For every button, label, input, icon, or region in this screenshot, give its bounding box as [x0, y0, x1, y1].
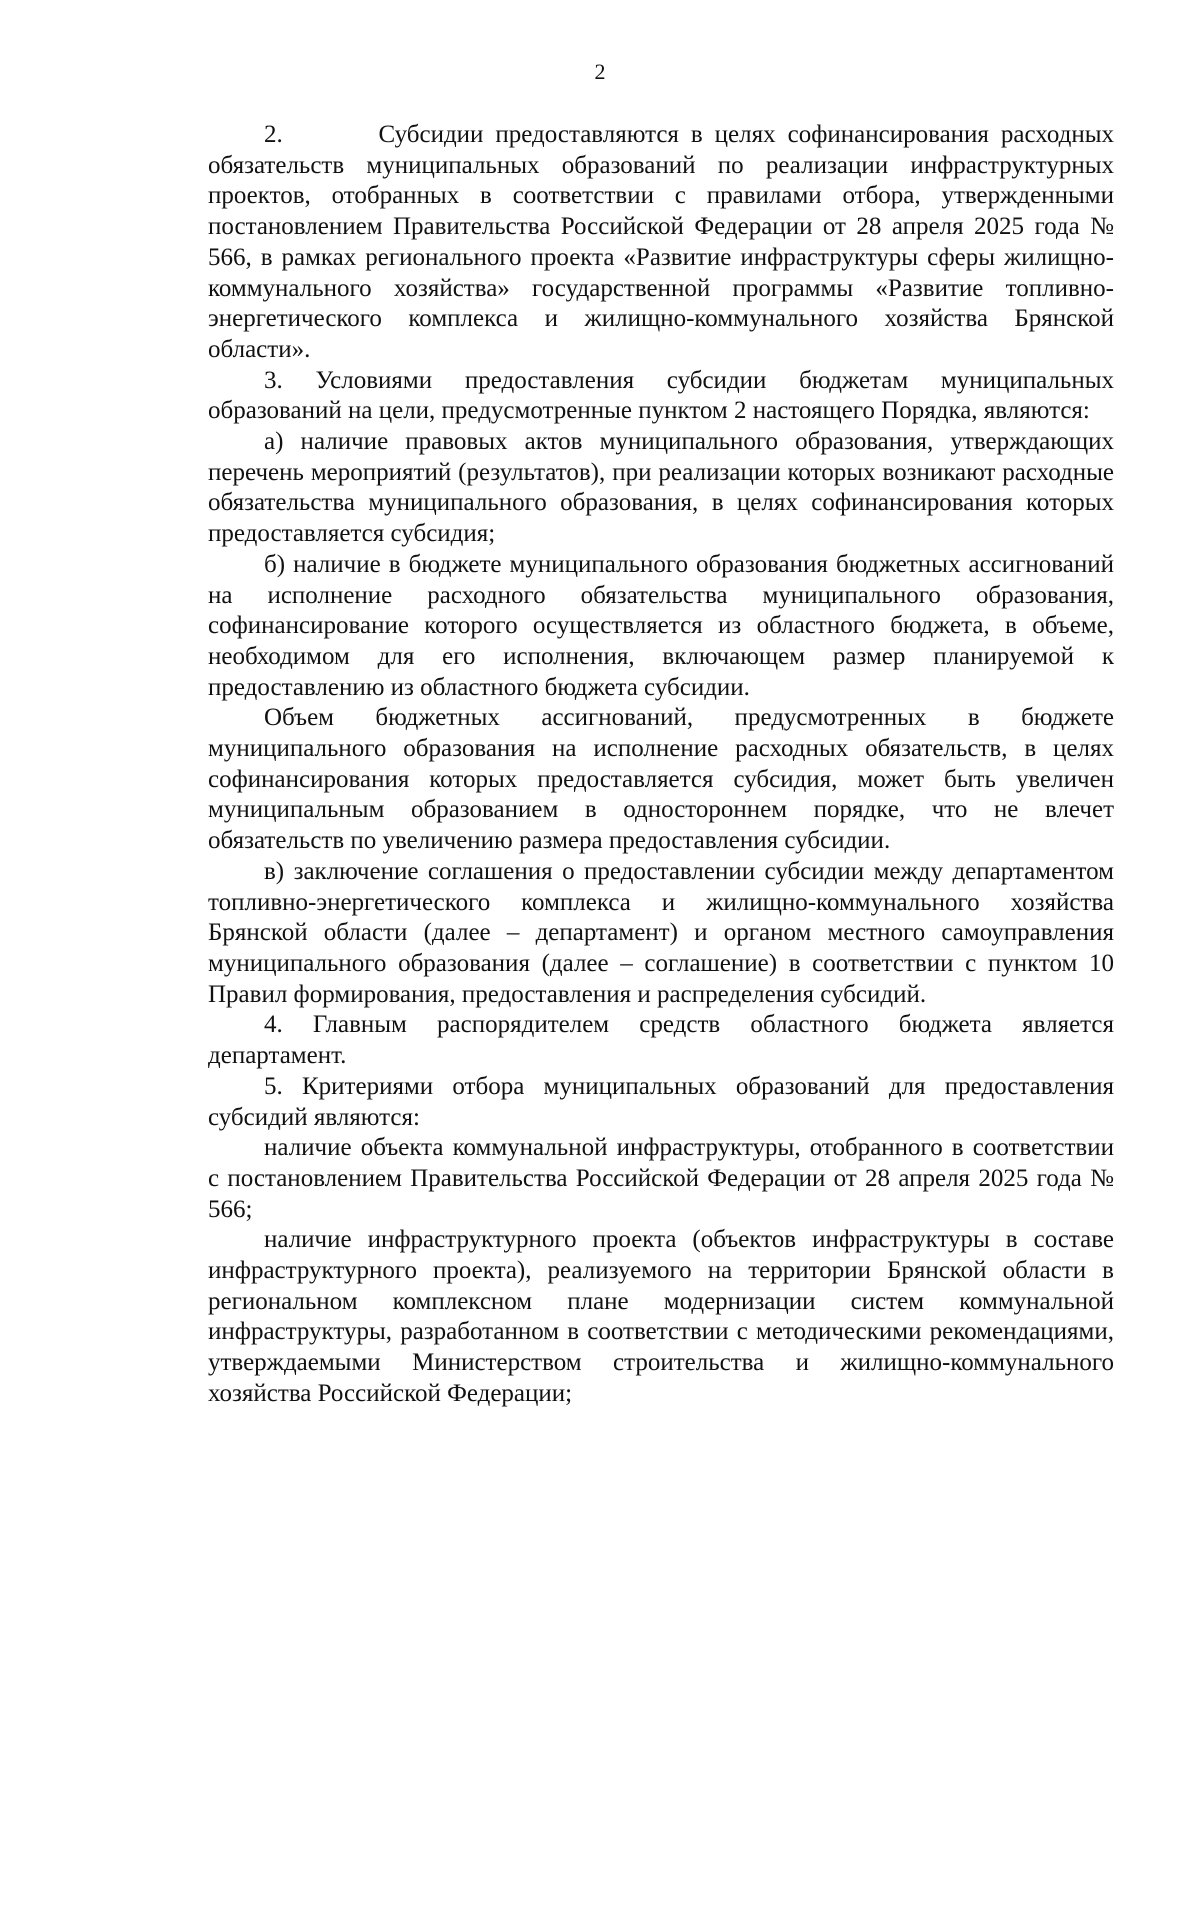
page-number: 2 — [594, 59, 606, 84]
paragraph-budget-volume: Объем бюджетных ассигнований, предусмотренных в бюджете муниципального образования на исполнение расходных обязательств, в целях софинансирования которых предоставляется субсидия, может быть увеличен муниципальным образованием в одностороннем порядке, что не влечет обязательств по увеличению размера предоставления субсидии. — [208, 704, 1114, 855]
paragraph-item-3: 3. Условиями предоставления субсидии бюджетам муниципальных образований на цели, предусмотренные пунктом 2 настоящего Порядка, являются: — [208, 366, 1114, 425]
paragraph-criterion-1: наличие объекта коммунальной инфраструктуры, отобранного в соответствии с постановлением Правительства Российской Федерации от 28 апреля 2025 года № 566; — [208, 1134, 1114, 1223]
paragraph-subitem-v: в) заключение соглашения о предоставлении субсидии между департаментом топливно-энергетического комплекса и жилищно-коммунального хозяйства Брянской области (далее – департамент) и органом местного самоуправления муниципального образования (далее – соглашение) в соответствии с пунктом 10 Правил формирования, предоставления и распределения субсидий. — [208, 857, 1114, 1008]
paragraph-subitem-b: б) наличие в бюджете муниципального образования бюджетных ассигнований на исполнение расходного обязательства муниципального образования, софинансирование которого осуществляется из областного бюджета, в объеме, необходимом для его исполнения, включающем размер планируемой к предоставлению из областного бюджета субсидии. — [208, 550, 1114, 701]
paragraph-criterion-2: наличие инфраструктурного проекта (объектов инфраструктуры в составе инфраструктурного проекта), реализуемого на территории Брянской области в региональном комплексном плане модернизации систем коммунальной инфраструктуры, разработанном в соответствии с методическими рекомендациями, утверждаемыми Министерством строительства и жилищно-коммунального хозяйства Российской Федерации; — [208, 1226, 1114, 1407]
paragraph-item-2: 2. Субсидии предоставляются в целях софинансирования расходных обязательств муниципальных образований по реализации инфраструктурных проектов, отобранных в соответствии с правилами отбора, утвержденными постановлением Правительства Российской Федерации от 28 апреля 2025 года № 566, в рамках регионального проекта «Развитие инфраструктуры сферы жилищно-коммунального хозяйства» государственной программы «Развитие топливно-энергетического комплекса и жилищно-коммунального хозяйства Брянской области». — [208, 121, 1114, 363]
paragraph-subitem-a: а) наличие правовых актов муниципального образования, утверждающих перечень мероприятий (результатов), при реализации которых возникают расходные обязательства муниципального образования, в целях софинансирования которых предоставляется субсидия; — [208, 428, 1114, 548]
paragraph-item-5: 5. Критериями отбора муниципальных образований для предоставления субсидий являются: — [208, 1072, 1114, 1131]
document-body — [208, 120, 1114, 1410]
paragraph-item-4: 4. Главным распорядителем средств областного бюджета является департамент. — [208, 1011, 1114, 1070]
